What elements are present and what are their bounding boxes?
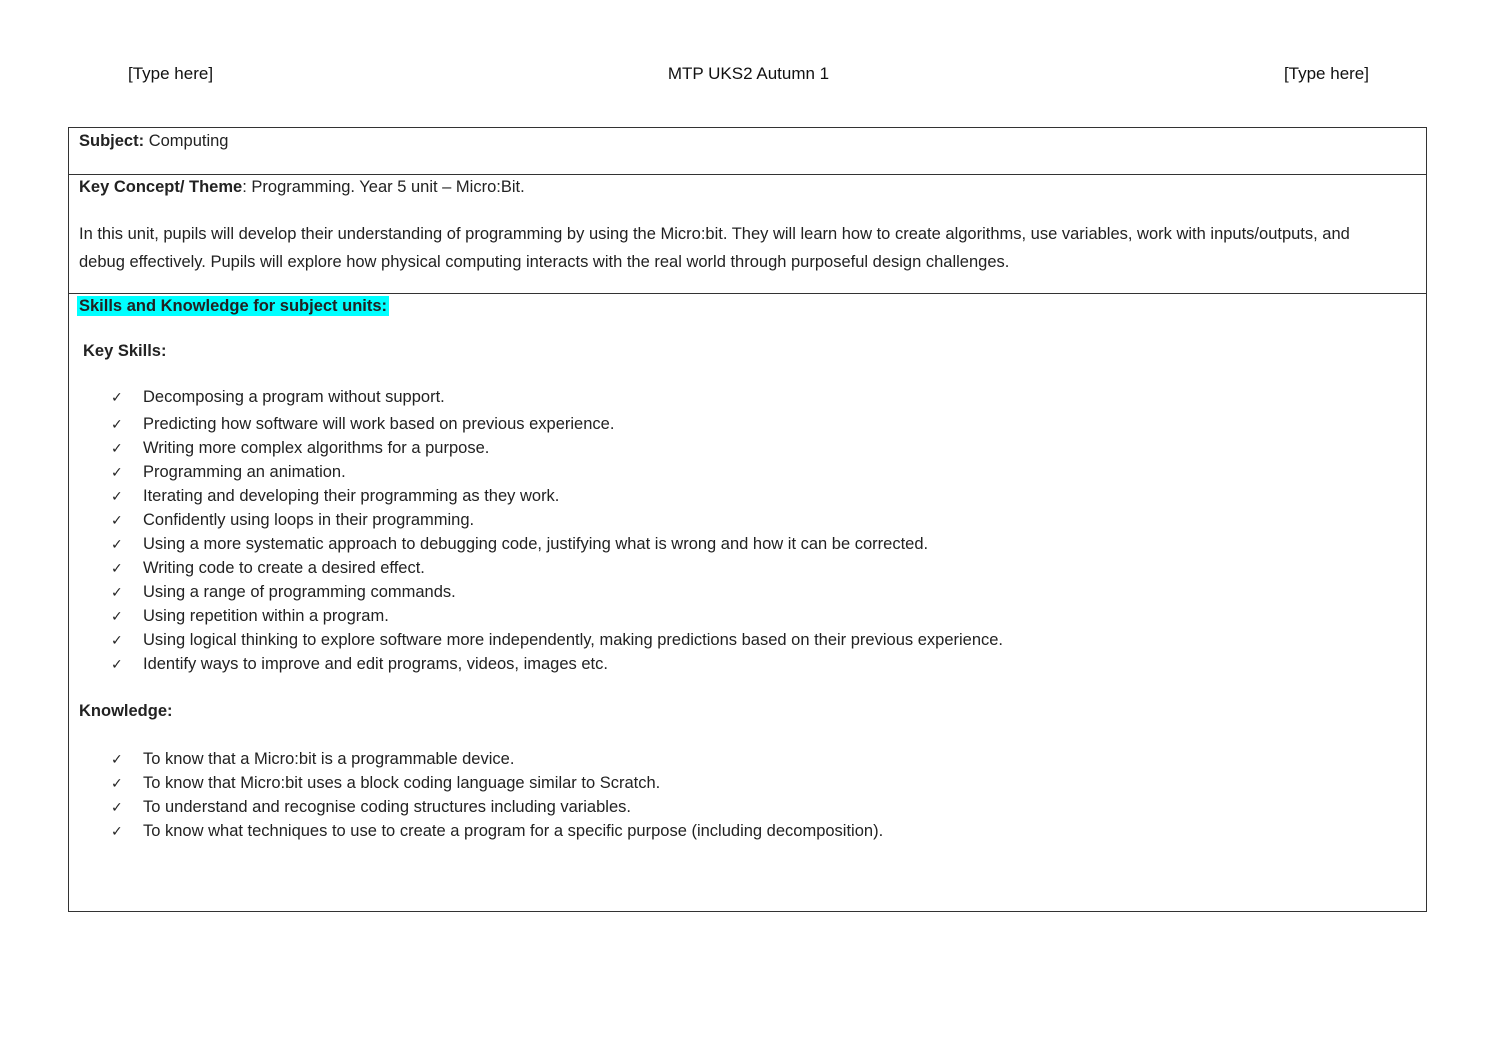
skills-row — [69, 294, 1426, 911]
check-icon: ✓ — [111, 823, 123, 839]
check-icon: ✓ — [111, 440, 123, 456]
list-item — [111, 820, 883, 844]
list-item — [111, 629, 1003, 653]
list-item-text: Using a range of programming commands. — [143, 583, 456, 601]
list-item — [111, 437, 1003, 461]
list-item — [111, 605, 1003, 629]
plan-table — [68, 127, 1427, 912]
list-item — [111, 796, 883, 820]
check-icon: ✓ — [111, 488, 123, 504]
check-icon: ✓ — [111, 560, 123, 576]
list-item-text: Programming an animation. — [143, 463, 346, 481]
list-item-text: Using logical thinking to explore software more independently, making predictions based on their previous experience. — [143, 631, 1004, 649]
check-icon: ✓ — [111, 799, 123, 815]
list-item-text: Identify ways to improve and edit programs, videos, images etc. — [143, 655, 608, 673]
header-title: MTP UKS2 Autumn 1 — [667, 64, 830, 83]
key-skills-list — [111, 386, 1003, 677]
check-icon: ✓ — [111, 512, 123, 528]
header-right: [Type here] — [1283, 64, 1369, 83]
concept-value: : Programming. Year 5 unit – Micro:Bit. — [242, 178, 525, 196]
list-item-text: To know that a Micro:bit is a programmable device. — [143, 750, 515, 768]
check-icon: ✓ — [111, 751, 123, 767]
list-item — [111, 485, 1003, 509]
check-icon: ✓ — [111, 775, 123, 791]
subject-value: Computing — [148, 132, 229, 150]
concept-label: Key Concept/ Theme — [79, 178, 243, 196]
list-item-text: Using repetition within a program. — [143, 607, 389, 625]
subject-row — [69, 128, 1426, 175]
knowledge-list — [111, 748, 883, 844]
check-icon: ✓ — [111, 464, 123, 480]
list-item — [111, 413, 1003, 437]
check-icon: ✓ — [111, 584, 123, 600]
list-item — [111, 581, 1003, 605]
list-item-text: Decomposing a program without support. — [143, 388, 445, 406]
list-item — [111, 533, 1003, 557]
list-item-text: To know what techniques to use to create a program for a specific purpose (including decomposition). — [143, 822, 884, 840]
list-item — [111, 748, 883, 772]
list-item — [111, 509, 1003, 533]
check-icon: ✓ — [111, 416, 123, 432]
list-item — [111, 386, 1003, 413]
list-item-text: Predicting how software will work based on previous experience. — [143, 415, 615, 433]
knowledge-label: Knowledge: — [79, 702, 173, 720]
concept-row — [69, 175, 1426, 294]
list-item-text: To understand and recognise coding structures including variables. — [143, 798, 631, 816]
list-item-text: Iterating and developing their programming as they work. — [143, 487, 560, 505]
list-item — [111, 557, 1003, 581]
list-item-text: To know that Micro:bit uses a block coding language similar to Scratch. — [143, 774, 661, 792]
header-left: [Type here] — [128, 64, 214, 83]
list-item — [111, 653, 1003, 677]
list-item — [111, 772, 883, 796]
skills-heading-line — [79, 295, 389, 317]
list-item-text: Using a more systematic approach to debugging code, justifying what is wrong and how it can be corrected. — [143, 535, 929, 553]
list-item-text: Writing more complex algorithms for a purpose. — [143, 439, 490, 457]
check-icon: ✓ — [111, 656, 123, 672]
key-skills-label: Key Skills: — [83, 342, 167, 360]
subject-label: Subject: — [79, 132, 145, 150]
check-icon: ✓ — [111, 608, 123, 624]
check-icon: ✓ — [111, 389, 123, 405]
skills-heading: Skills and Knowledge for subject units: — [79, 297, 388, 315]
list-item — [111, 461, 1003, 485]
list-item-text: Confidently using loops in their programming. — [143, 511, 475, 529]
check-icon: ✓ — [111, 536, 123, 552]
concept-line — [79, 176, 525, 198]
list-item-text: Writing code to create a desired effect. — [143, 559, 425, 577]
concept-description: In this unit, pupils will develop their understanding of programming by using the Micro:bit. They will learn how to create algorithms, use variables, work with inputs/outputs, and debug effectively. Pupils will explore how physical computing interacts with the real world through purposeful design challenges. — [79, 225, 1350, 271]
subject-line — [79, 130, 228, 152]
check-icon: ✓ — [111, 632, 123, 648]
